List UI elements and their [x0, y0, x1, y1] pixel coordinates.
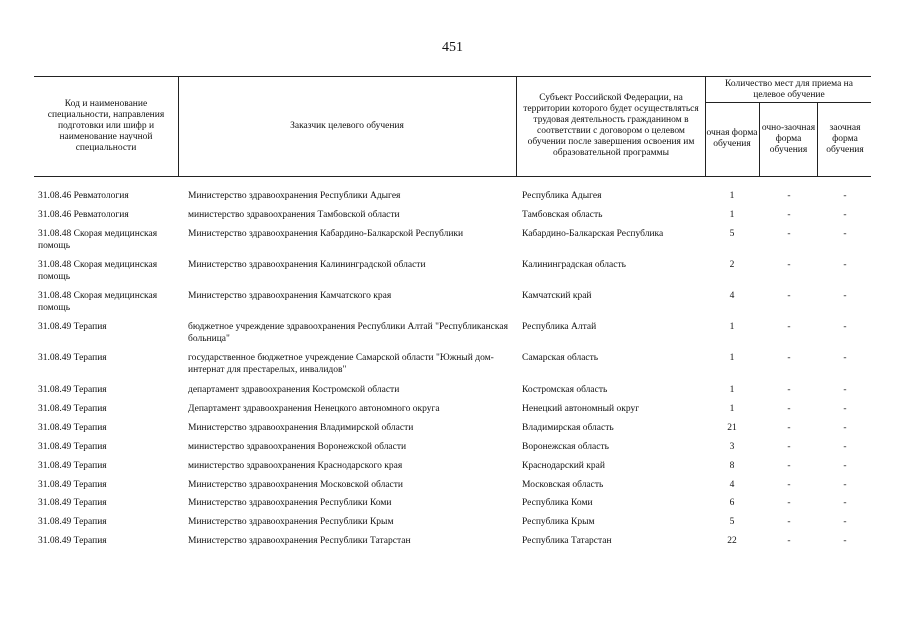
customer-cell: бюджетное учреждение здравоохранения Республики Алтай "Республиканская больница" — [188, 322, 508, 344]
subject-cell: Тамбовская область — [522, 210, 603, 220]
distance-cell: - — [843, 322, 847, 332]
full-time-cell: 22 — [727, 536, 737, 546]
header-divider-5 — [817, 102, 818, 176]
customer-cell: Министерство здравоохранения Республики Крым — [188, 517, 394, 527]
full-time-cell: 8 — [729, 461, 735, 471]
full-time-cell: 1 — [729, 210, 735, 220]
header-sub-rule — [705, 102, 871, 103]
subject-cell: Республика Крым — [522, 517, 595, 527]
distance-cell: - — [843, 260, 847, 270]
part-time-cell: - — [787, 442, 791, 452]
customer-cell: Министерство здравоохранения Калининградской области — [188, 260, 426, 270]
specialty-cell: 31.08.49 Терапия — [38, 353, 107, 363]
part-time-cell: - — [787, 260, 791, 270]
full-time-cell: 1 — [729, 404, 735, 414]
distance-cell: - — [843, 229, 847, 239]
specialty-cell: 31.08.49 Терапия — [38, 385, 107, 395]
subject-cell: Республика Коми — [522, 498, 593, 508]
specialty-cell: 31.08.48 Скорая медицинская помощь — [38, 260, 158, 282]
subject-cell: Республика Татарстан — [522, 536, 612, 546]
header-code — [36, 78, 176, 174]
distance-cell: - — [843, 461, 847, 471]
header-divider-4 — [759, 102, 760, 176]
part-time-cell: - — [787, 229, 791, 239]
full-time-cell: 1 — [729, 385, 735, 395]
specialty-cell: 31.08.48 Скорая медицинская помощь — [38, 229, 158, 251]
part-time-cell: - — [787, 480, 791, 490]
part-time-cell: - — [787, 461, 791, 471]
distance-cell: - — [843, 385, 847, 395]
subject-cell: Московская область — [522, 480, 604, 490]
specialty-cell: 31.08.49 Терапия — [38, 423, 107, 433]
header-code-text: Код и наименование специальности, направления подготовки или шифр и наименование научной специальности — [47, 98, 165, 153]
header-subject — [520, 78, 702, 174]
part-time-cell: - — [787, 385, 791, 395]
customer-cell: Министерство здравоохранения Кабардино-Балкарской Республики — [188, 229, 464, 239]
specialty-cell: 31.08.49 Терапия — [38, 404, 107, 414]
customer-cell: Департамент здравоохранения Ненецкого автономного округа — [188, 404, 440, 414]
full-time-cell: 4 — [729, 480, 735, 490]
subject-cell: Самарская область — [522, 353, 599, 363]
specialty-cell: 31.08.49 Терапия — [38, 322, 107, 332]
distance-cell: - — [843, 291, 847, 301]
header-full-time — [706, 104, 758, 174]
part-time-cell: - — [787, 423, 791, 433]
header-customer-text: Заказчик целевого обучения — [290, 120, 404, 131]
distance-cell: - — [843, 536, 847, 546]
customer-cell: государственное бюджетное учреждение Самарской области "Южный дом-интернат для престарелых, инвалидов" — [188, 353, 494, 375]
distance-cell: - — [843, 210, 847, 220]
subject-cell: Владимирская область — [522, 423, 614, 433]
full-time-cell: 1 — [729, 191, 735, 201]
specialty-cell: 31.08.46 Ревматология — [38, 191, 129, 201]
customer-cell: Министерство здравоохранения Республики Татарстан — [188, 536, 411, 546]
header-bottom-rule — [34, 176, 871, 177]
header-subject-text: Субъект Российской Федерации, на территории которого будет осуществляться трудовая деятельность гражданином в соответствии с договором о целевом обучении после завершения освоения им образовательной программы — [523, 93, 699, 158]
header-places-text: Количество мест для приема на целевое обучение — [725, 79, 853, 100]
distance-cell: - — [843, 404, 847, 414]
distance-cell: - — [843, 353, 847, 363]
header-distance-text: заочная форма обучения — [826, 122, 864, 155]
header-distance — [819, 104, 871, 174]
header-divider-2 — [516, 76, 517, 176]
page-number: 451 — [442, 40, 463, 55]
full-time-cell: 3 — [729, 442, 735, 452]
customer-cell: министерство здравоохранения Воронежской области — [188, 442, 407, 452]
specialty-cell: 31.08.49 Терапия — [38, 498, 107, 508]
full-time-cell: 21 — [727, 423, 737, 433]
customer-cell: министерство здравоохранения Краснодарского края — [188, 461, 403, 471]
specialty-cell: 31.08.49 Терапия — [38, 442, 107, 452]
part-time-cell: - — [787, 517, 791, 527]
part-time-cell: - — [787, 322, 791, 332]
subject-cell: Костромская область — [522, 385, 608, 395]
header-full-time-text: очная форма обучения — [706, 128, 758, 149]
header-top-rule — [34, 76, 871, 77]
distance-cell: - — [843, 517, 847, 527]
subject-cell: Республика Адыгея — [522, 191, 602, 201]
customer-cell: Министерство здравоохранения Республики Коми — [188, 498, 392, 508]
part-time-cell: - — [787, 353, 791, 363]
header-divider-1 — [178, 76, 179, 176]
subject-cell: Кабардино-Балкарская Республика — [522, 229, 664, 239]
specialty-cell: 31.08.48 Скорая медицинская помощь — [38, 291, 158, 313]
customer-cell: Министерство здравоохранения Республики Адыгея — [188, 191, 401, 201]
customer-cell: департамент здравоохранения Костромской области — [188, 385, 400, 395]
distance-cell: - — [843, 191, 847, 201]
distance-cell: - — [843, 423, 847, 433]
distance-cell: - — [843, 498, 847, 508]
specialty-cell: 31.08.49 Терапия — [38, 517, 107, 527]
specialty-cell: 31.08.49 Терапия — [38, 461, 107, 471]
header-part-time-text: очно-заочная форма обучения — [761, 122, 816, 155]
subject-cell: Калининградская область — [522, 260, 626, 270]
customer-cell: Министерство здравоохранения Владимирской области — [188, 423, 414, 433]
specialty-cell: 31.08.49 Терапия — [38, 536, 107, 546]
customer-cell: Министерство здравоохранения Камчатского края — [188, 291, 392, 301]
full-time-cell: 5 — [729, 517, 735, 527]
full-time-cell: 1 — [729, 353, 735, 363]
customer-cell: Министерство здравоохранения Московской области — [188, 480, 403, 490]
subject-cell: Камчатский край — [522, 291, 592, 301]
customer-cell: министерство здравоохранения Тамбовской области — [188, 210, 400, 220]
full-time-cell: 2 — [729, 260, 735, 270]
full-time-cell: 4 — [729, 291, 735, 301]
part-time-cell: - — [787, 498, 791, 508]
full-time-cell: 1 — [729, 322, 735, 332]
header-customer — [180, 78, 514, 174]
part-time-cell: - — [787, 291, 791, 301]
specialty-cell: 31.08.46 Ревматология — [38, 210, 129, 220]
part-time-cell: - — [787, 536, 791, 546]
part-time-cell: - — [787, 210, 791, 220]
subject-cell: Краснодарский край — [522, 461, 605, 471]
subject-cell: Республика Алтай — [522, 322, 597, 332]
header-part-time — [761, 104, 816, 174]
distance-cell: - — [843, 442, 847, 452]
distance-cell: - — [843, 480, 847, 490]
specialty-cell: 31.08.49 Терапия — [38, 480, 107, 490]
full-time-cell: 6 — [729, 498, 735, 508]
full-time-cell: 5 — [729, 229, 735, 239]
subject-cell: Воронежская область — [522, 442, 609, 452]
part-time-cell: - — [787, 191, 791, 201]
part-time-cell: - — [787, 404, 791, 414]
header-places — [710, 78, 868, 102]
subject-cell: Ненецкий автономный округ — [522, 404, 640, 414]
